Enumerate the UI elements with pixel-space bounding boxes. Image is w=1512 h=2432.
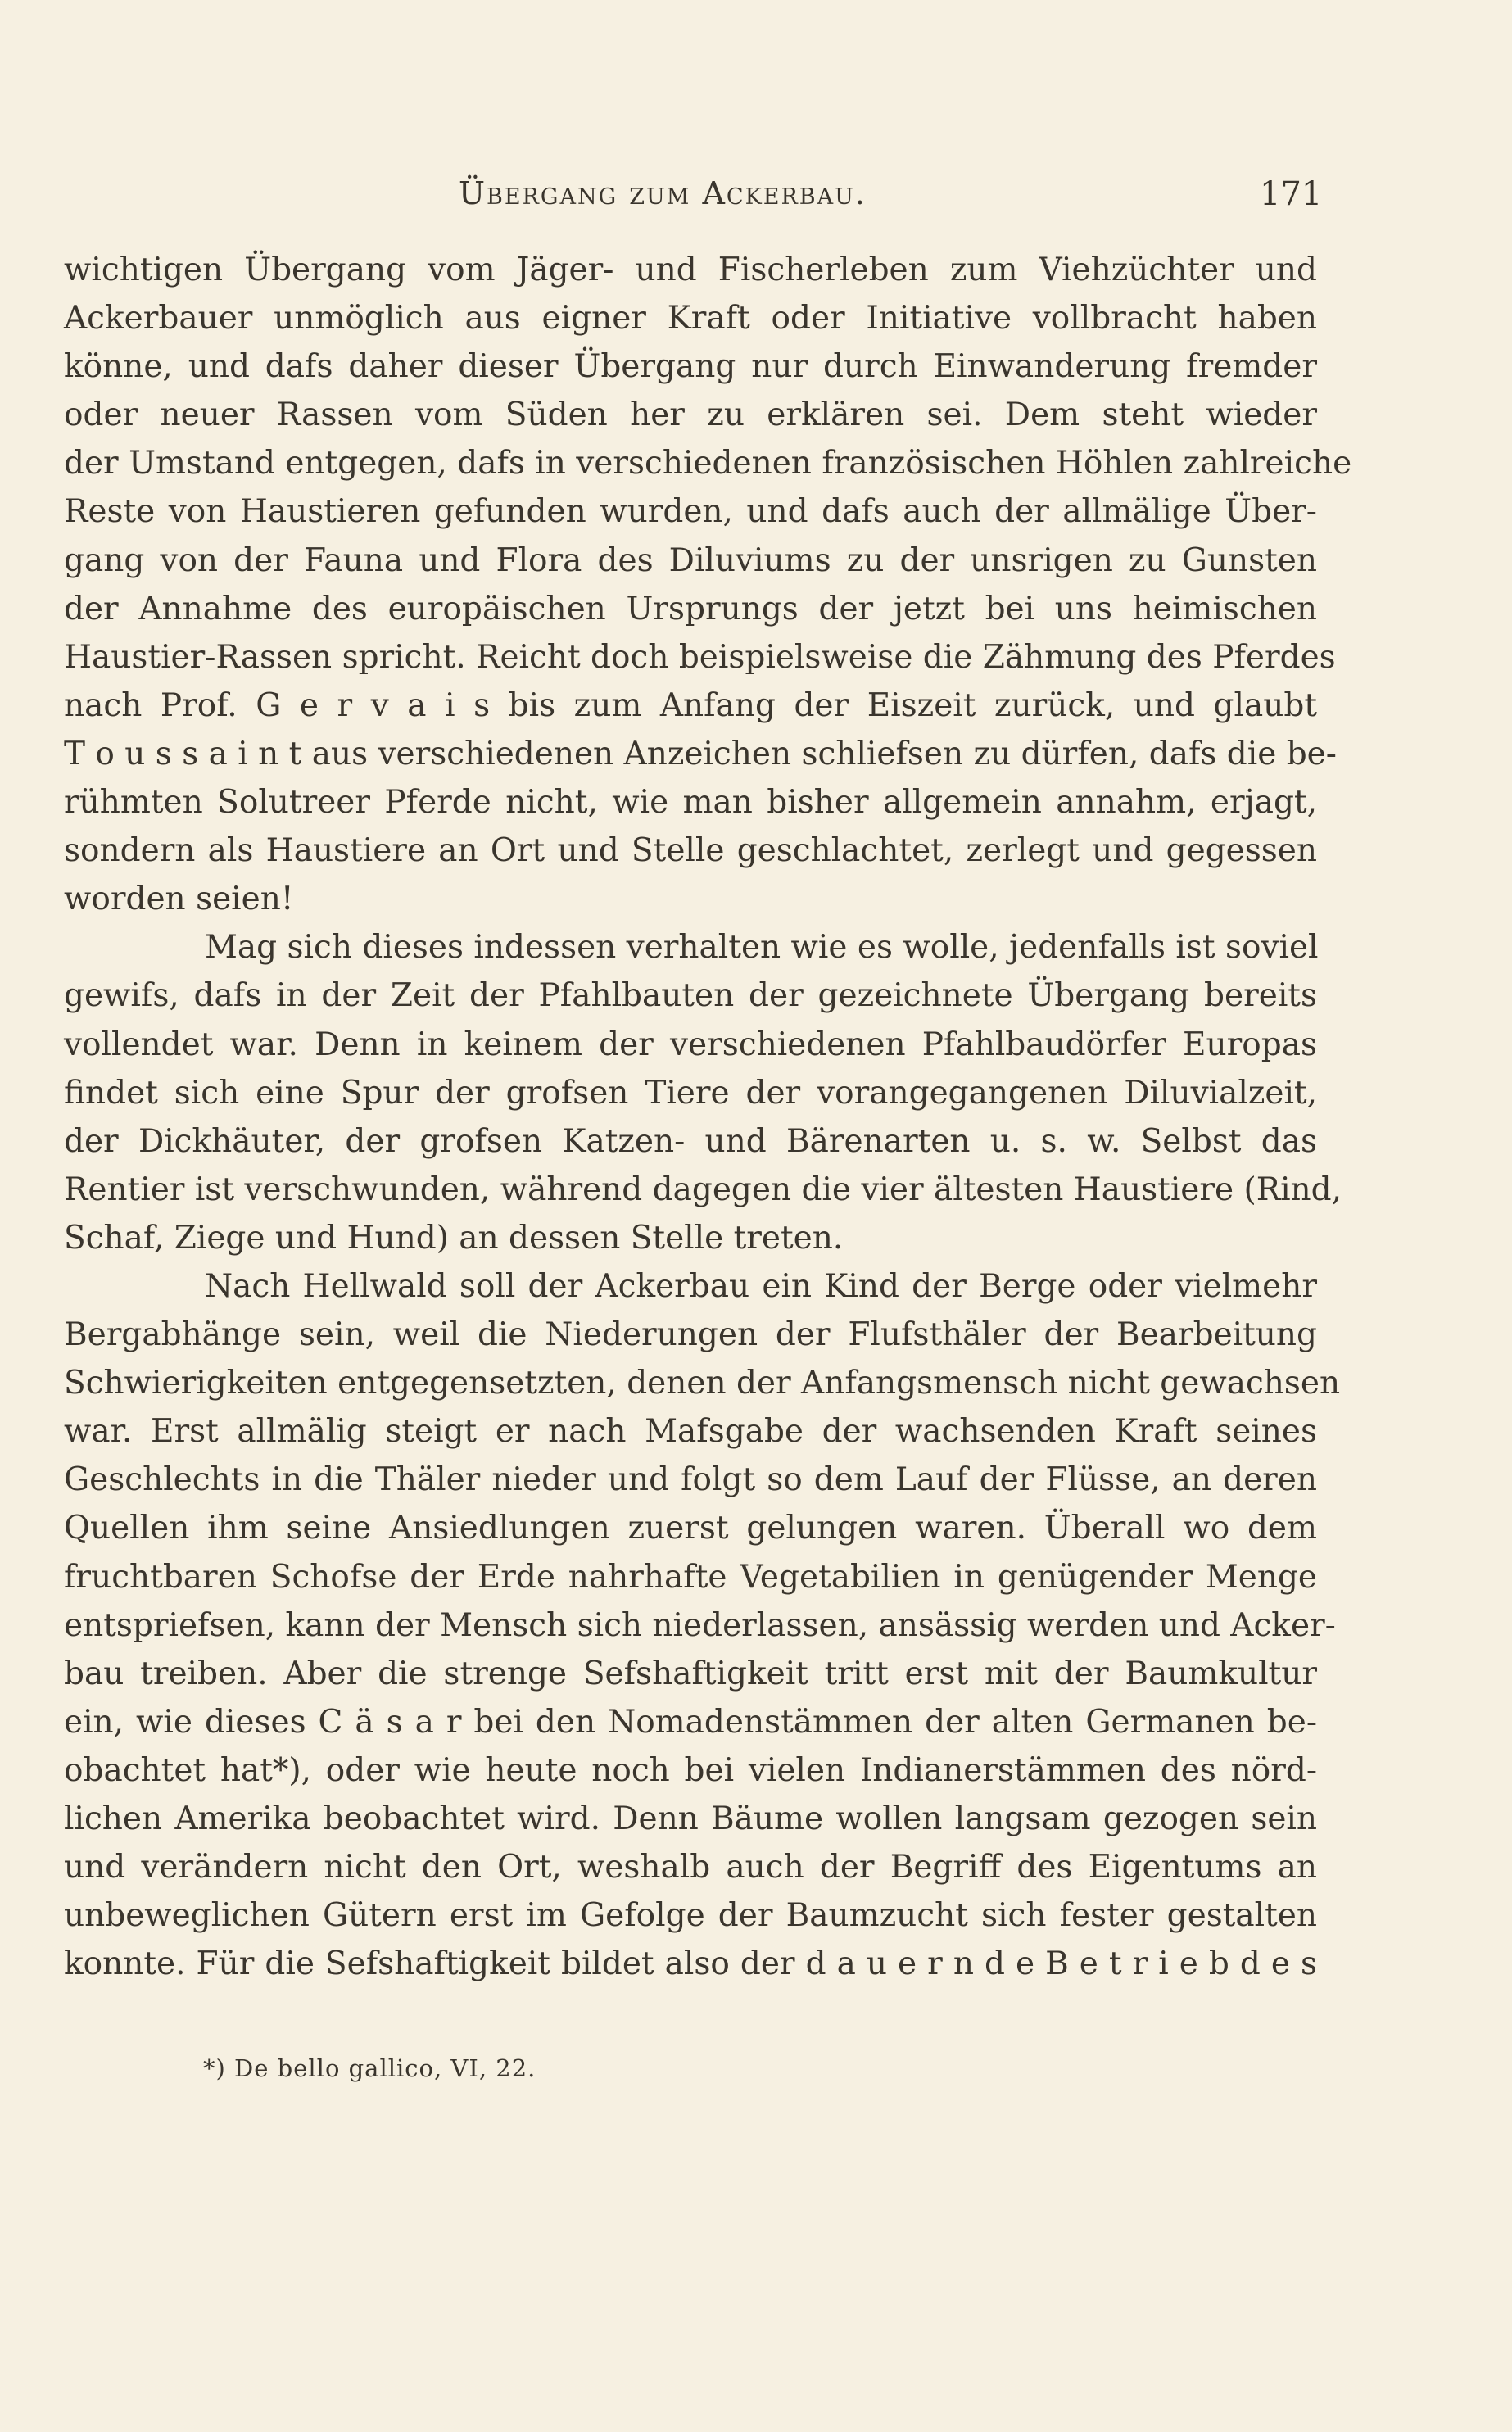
text-line: rühmten Solutreer Pferde nicht, wie man bisher allgemein annahm, erjagt, <box>64 784 1317 822</box>
text-line: Geschlechts in die Thäler nieder und folgt so dem Lauf der Flüsse, an deren <box>64 1461 1317 1499</box>
page-number: 171 <box>1260 175 1323 213</box>
text-line: gewifs, dafs in der Zeit der Pfahlbauten der gezeichnete Übergang bereits <box>64 977 1317 1015</box>
text-line: T o u s s a i n t aus verschiedenen Anzeichen schliefsen zu dürfen, dafs die be- <box>64 735 1337 772</box>
text-line: Schwierigkeiten entgegensetzten, denen der Anfangsmensch nicht gewachsen <box>64 1365 1341 1402</box>
footnote: *) De bello gallico, VI, 22. <box>203 2054 536 2082</box>
paragraph-start-line: Nach Hellwald soll der Ackerbau ein Kind der Berge oder vielmehr <box>205 1267 1317 1305</box>
text-line: der Umstand entgegen, dafs in verschiedenen französischen Höhlen zahlreiche <box>64 445 1352 482</box>
text-line: Quellen ihm seine Ansiedlungen zuerst gelungen waren. Überall wo dem <box>64 1510 1317 1547</box>
paragraph-end-line: worden seien! <box>64 881 294 918</box>
text-line: der Annahme des europäischen Ursprungs der jetzt bei uns heimischen <box>64 590 1317 627</box>
body-text <box>64 246 1352 1988</box>
text-line: obachtet hat*), oder wie heute noch bei vielen Indianerstämmen des nörd- <box>64 1751 1317 1789</box>
text-line: nach Prof. G e r v a i s bis zum Anfang der Eiszeit zurück, und glaubt <box>64 686 1317 724</box>
paragraph-start-line: Mag sich dieses indessen verhalten wie es wolle, jedenfalls ist soviel <box>205 929 1319 967</box>
text-line: der Dickhäuter, der grofsen Katzen- und Bärenarten u. s. w. Selbst das <box>64 1122 1317 1160</box>
text-line: unbeweglichen Gütern erst im Gefolge der Baumzucht sich fester gestalten <box>64 1897 1317 1935</box>
text-line: könne, und dafs daher dieser Übergang nur durch Einwanderung fremder <box>64 348 1317 386</box>
text-line: Rentier ist verschwunden, während dagegen die vier ältesten Haustiere (Rind, <box>64 1171 1342 1208</box>
running-title: Übergang zum Ackerbau. <box>459 175 867 211</box>
text-line: und verändern nicht den Ort, weshalb auch der Begriff des Eigentums an <box>64 1849 1317 1886</box>
text-line: Reste von Haustieren gefunden wurden, und dafs auch der allmälige Über- <box>64 493 1317 531</box>
text-line: lichen Amerika beobachtet wird. Denn Bäume wollen langsam gezogen sein <box>64 1800 1317 1837</box>
text-line: bau treiben. Aber die strenge Sefshaftigkeit tritt erst mit der Baumkultur <box>64 1655 1317 1692</box>
text-line: oder neuer Rassen vom Süden her zu erklären sei. Dem steht wieder <box>64 396 1317 434</box>
text-line: wichtigen Übergang vom Jäger- und Fischerleben zum Viehzüchter und <box>64 251 1317 288</box>
page-header <box>0 167 1512 233</box>
text-line: konnte. Für die Sefshaftigkeit bildet also der d a u e r n d e B e t r i e b d e s <box>64 1945 1317 1983</box>
text-line: ein, wie dieses C ä s a r bei den Nomadenstämmen der alten Germanen be- <box>64 1703 1317 1741</box>
text-line: sondern als Haustiere an Ort und Stelle geschlachtet, zerlegt und gegessen <box>64 832 1317 870</box>
paragraph-end-line: Schaf, Ziege und Hund) an dessen Stelle treten. <box>64 1219 844 1257</box>
text-line: Bergabhänge sein, weil die Niederungen der Flufsthäler der Bearbeitung <box>64 1316 1317 1354</box>
text-line: Haustier-Rassen spricht. Reicht doch beispielsweise die Zähmung des Pferdes <box>64 638 1336 676</box>
text-line: gang von der Fauna und Flora des Diluviums zu der unsrigen zu Gunsten <box>64 541 1317 579</box>
text-line: war. Erst allmälig steigt er nach Mafsgabe der wachsenden Kraft seines <box>64 1413 1317 1451</box>
text-line: findet sich eine Spur der grofsen Tiere der vorangegangenen Diluvialzeit, <box>64 1074 1317 1112</box>
text-line: Ackerbauer unmöglich aus eigner Kraft oder Initiative vollbracht haben <box>64 300 1317 337</box>
text-line: vollendet war. Denn in keinem der verschiedenen Pfahlbaudörfer Europas <box>64 1026 1317 1063</box>
text-line: entspriefsen, kann der Mensch sich niederlassen, ansässig werden und Acker- <box>64 1606 1336 1644</box>
text-line: fruchtbaren Schofse der Erde nahrhafte Vegetabilien in genügender Menge <box>64 1558 1317 1596</box>
